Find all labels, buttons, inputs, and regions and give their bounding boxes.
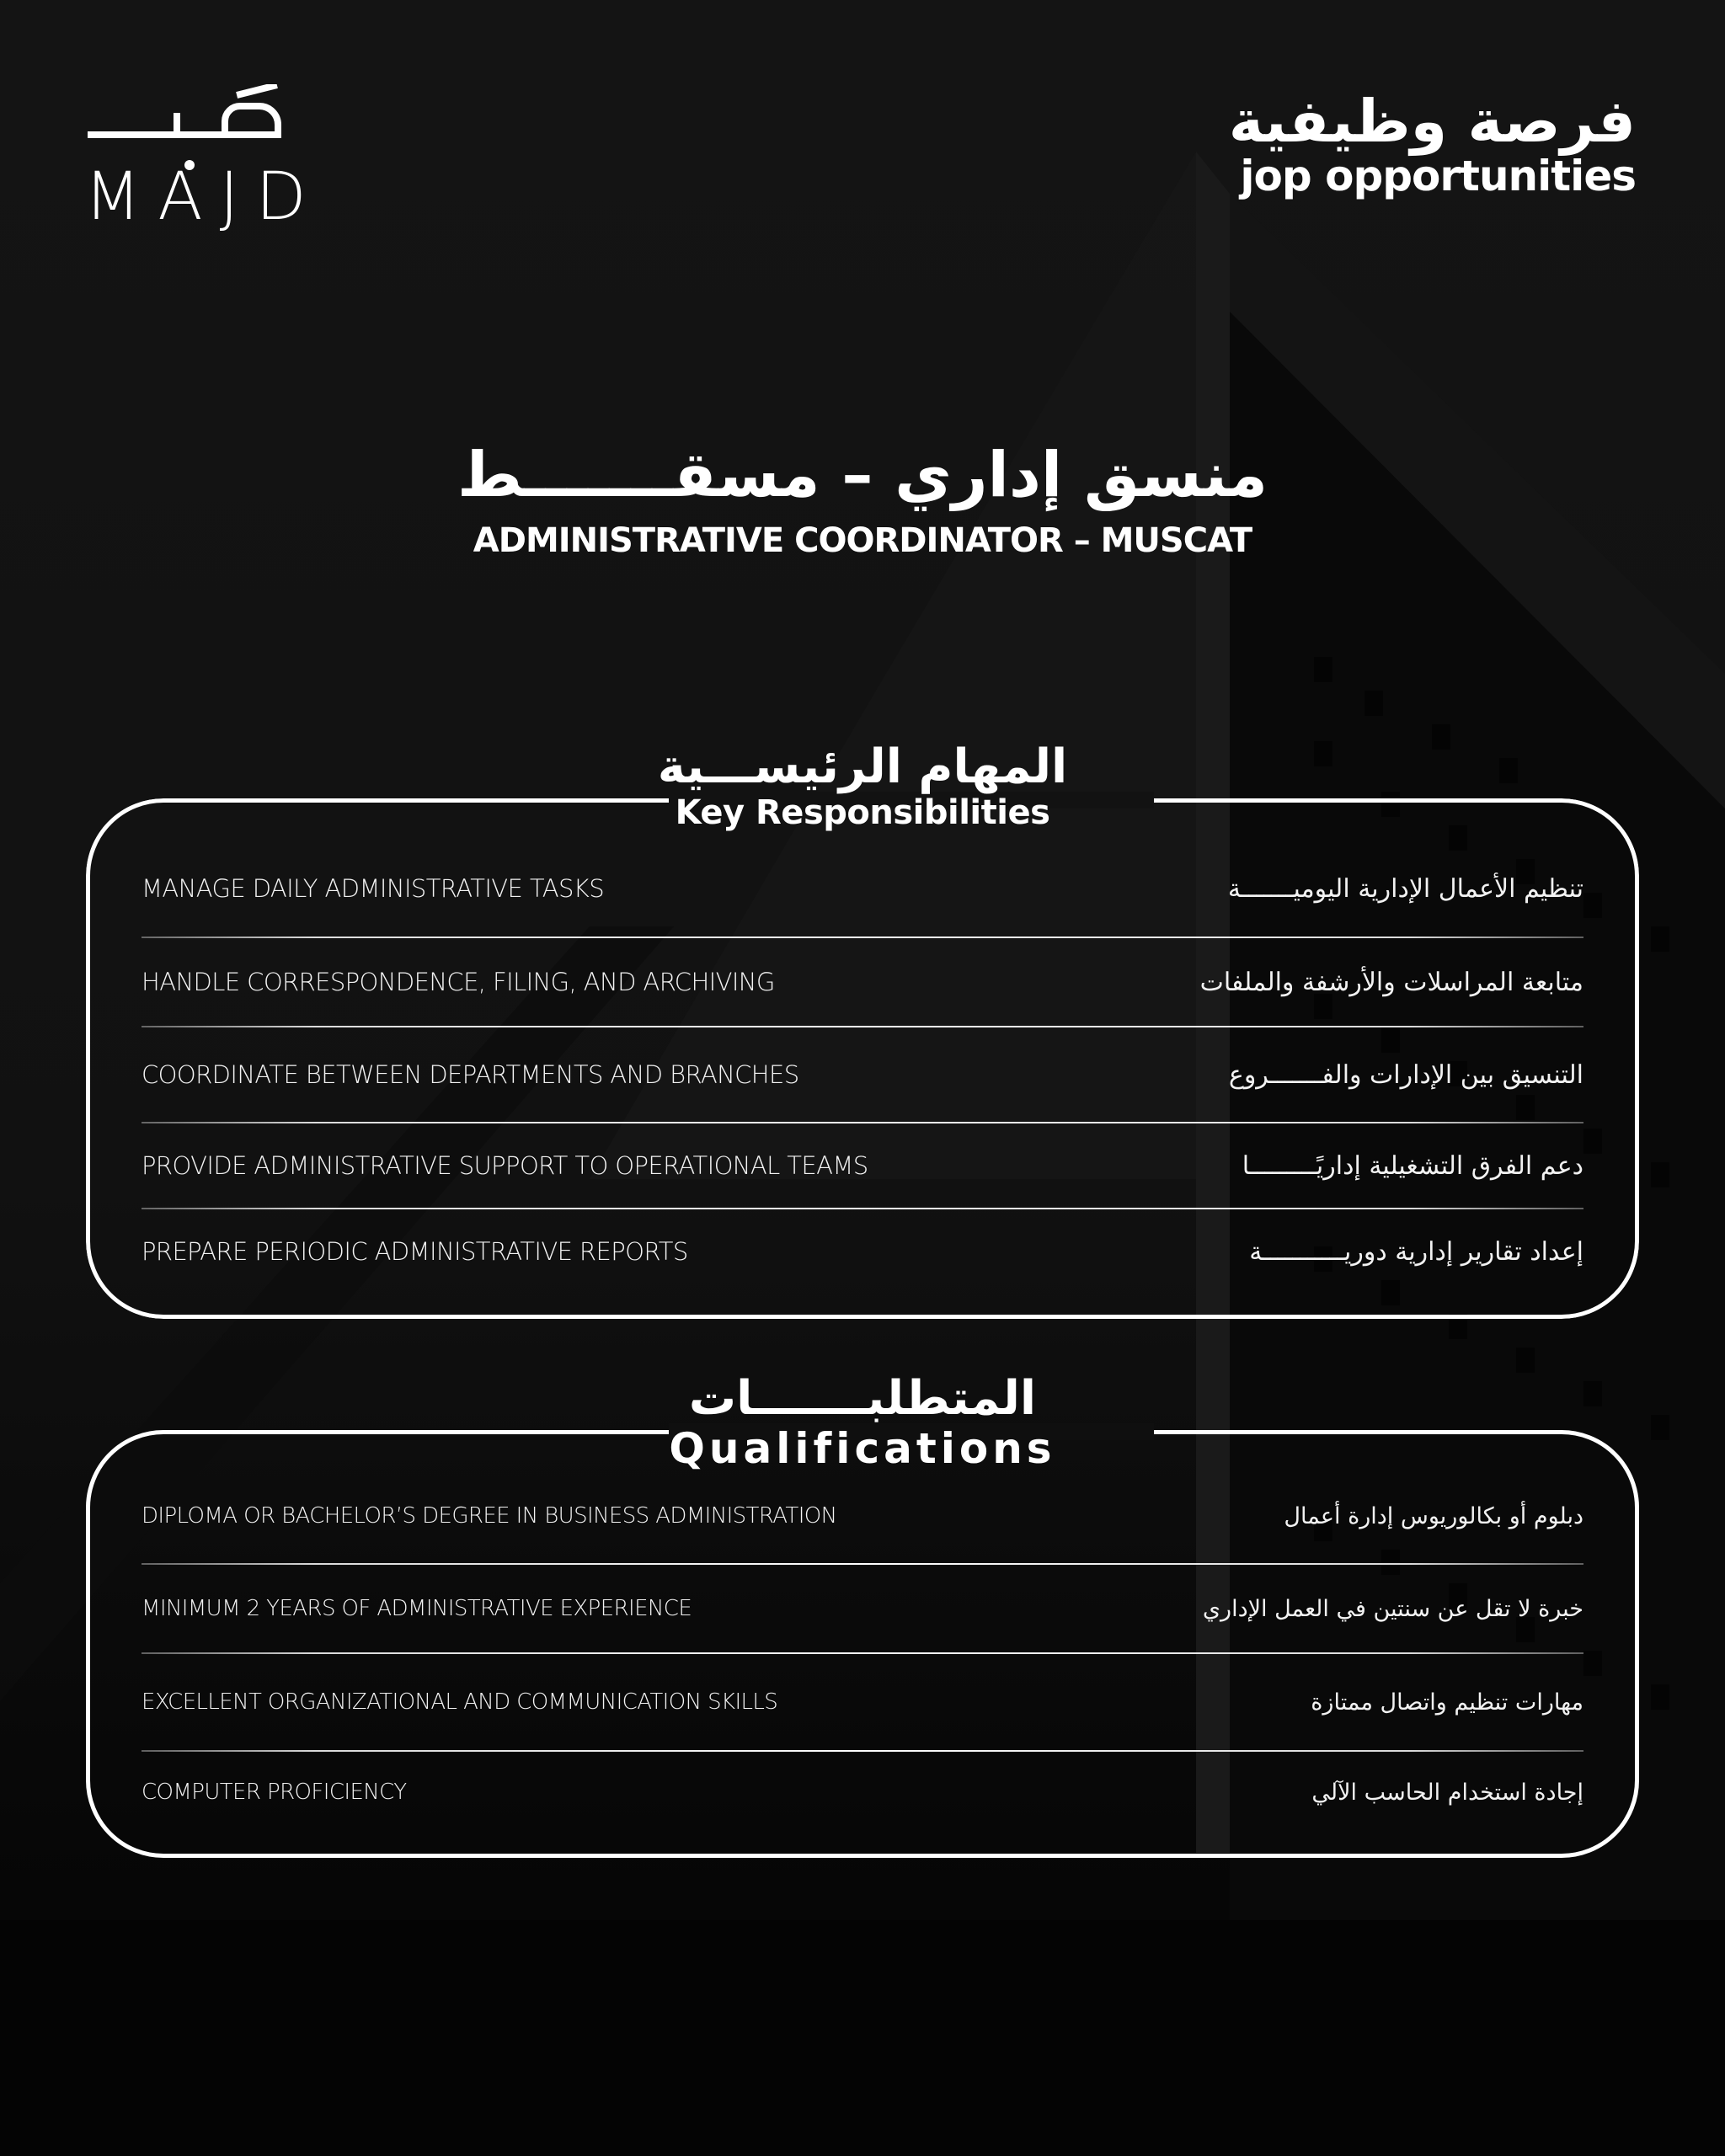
job-title-english: ADMINISTRATIVE COORDINATOR – MUSCAT	[473, 520, 1252, 560]
job-title	[0, 438, 1725, 560]
item-arabic: إجادة استخدام الحاسب الآلي	[1311, 1779, 1583, 1806]
list-item	[142, 1027, 1583, 1122]
header-title-english: jop opportunities	[1240, 151, 1636, 200]
item-english: DIPLOMA OR BACHELOR’S DEGREE IN BUSINESS ADMINISTRATION	[142, 1503, 837, 1529]
item-arabic: متابعة المراسلات والأرشفة والملفات	[1199, 967, 1583, 997]
item-english: COORDINATE BETWEEN DEPARTMENTS AND BRANCHES	[142, 1060, 799, 1089]
list-item	[142, 1123, 1583, 1208]
item-english: EXCELLENT ORGANIZATIONAL AND COMMUNICATION SKILLS	[142, 1689, 778, 1715]
qualifications-section	[86, 1373, 1639, 1861]
majd-logo	[84, 84, 323, 236]
item-arabic: خبرة لا تقل عن سنتين في العمل الإداري	[1202, 1595, 1583, 1622]
list-item	[142, 1752, 1583, 1833]
responsibilities-heading-arabic: المهام الرئيســـية	[657, 739, 1068, 794]
list-item	[142, 1565, 1583, 1652]
item-arabic: تنظيم الأعمال الإدارية اليوميـــــــة	[1227, 873, 1583, 904]
qualifications-heading-english: Qualifications	[669, 1423, 1056, 1473]
item-arabic: إعداد تقارير إدارية دوريـــــــــــة	[1249, 1236, 1583, 1267]
item-english: MANAGE DAILY ADMINISTRATIVE TASKS	[142, 874, 604, 903]
logo-wordmark: MAJD	[84, 159, 323, 235]
page-header	[1228, 87, 1636, 200]
list-item	[142, 1654, 1583, 1750]
item-english: MINIMUM 2 YEARS OF ADMINISTRATIVE EXPERIENCE	[142, 1596, 692, 1621]
responsibilities-heading-english: Key Responsibilities	[675, 792, 1050, 832]
list-item	[142, 938, 1583, 1026]
list-item	[142, 1209, 1583, 1294]
item-english: HANDLE CORRESPONDENCE, FILING, AND ARCHIVING	[142, 968, 775, 996]
item-english: COMPUTER PROFICIENCY	[142, 1780, 407, 1805]
item-arabic: مهارات تنظيم واتصال ممتازة	[1311, 1689, 1583, 1716]
item-arabic: دبلوم أو بكالوريوس إدارة أعمال	[1284, 1502, 1583, 1529]
item-arabic: التنسيق بين الإدارات والفـــــــروع	[1228, 1059, 1583, 1090]
list-item	[142, 859, 1583, 918]
responsibilities-heading	[629, 741, 1096, 832]
item-arabic: دعم الفرق التشغيلية إداريًـــــــــا	[1242, 1150, 1583, 1181]
responsibilities-section	[86, 741, 1639, 1322]
item-english: PROVIDE ADMINISTRATIVE SUPPORT TO OPERATIONAL TEAMS	[142, 1151, 868, 1180]
job-title-arabic: منسق إداري – مسقـــــــط	[457, 439, 1268, 511]
responsibilities-list	[142, 859, 1583, 1294]
qualifications-heading	[640, 1373, 1084, 1473]
header-title-arabic: فرصة وظيفية	[1228, 87, 1636, 156]
item-english: PREPARE PERIODIC ADMINISTRATIVE REPORTS	[142, 1237, 688, 1266]
qualifications-heading-arabic: المتطلبـــــــات	[688, 1371, 1037, 1426]
list-item	[142, 1491, 1583, 1541]
qualifications-list	[142, 1491, 1583, 1833]
